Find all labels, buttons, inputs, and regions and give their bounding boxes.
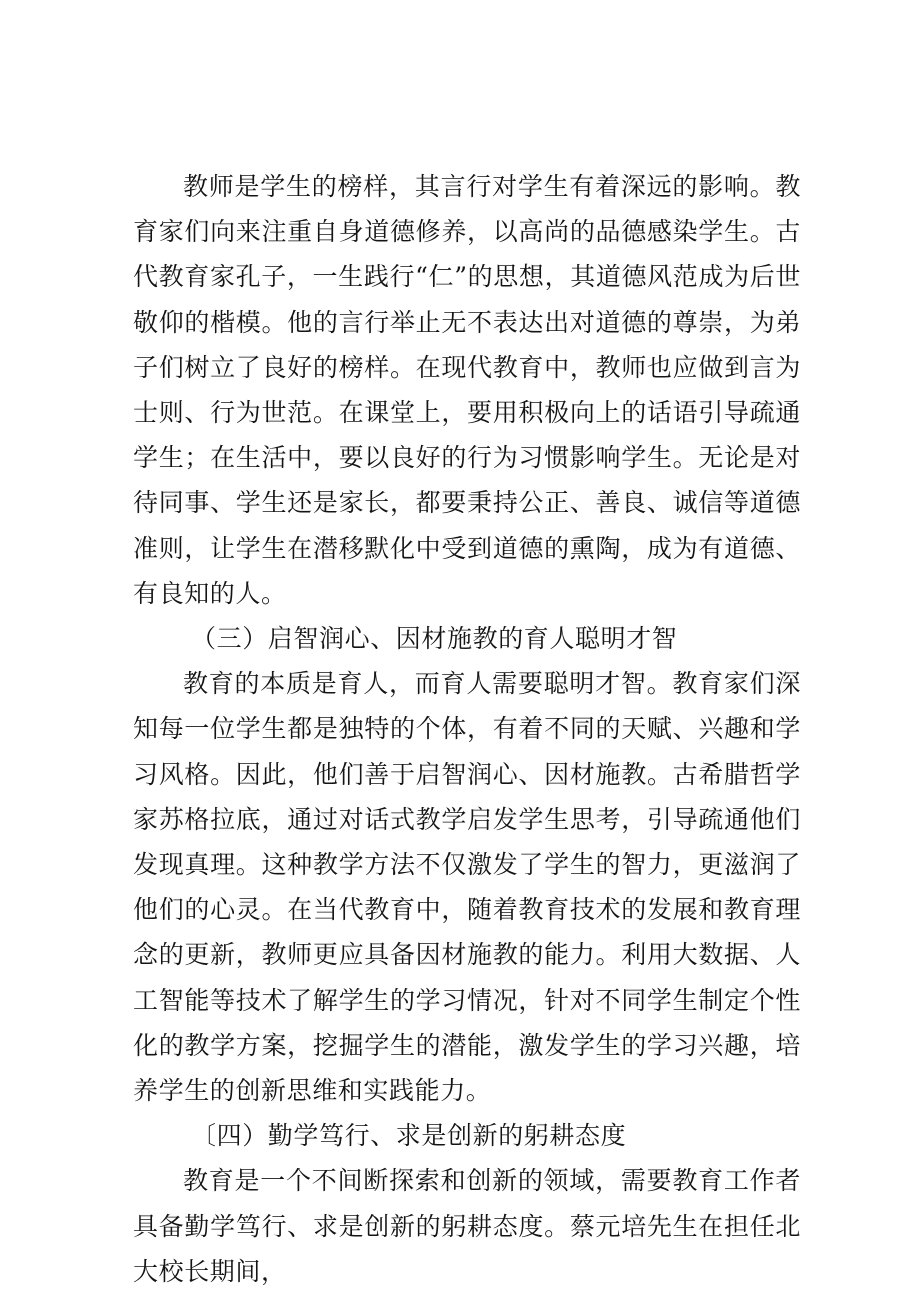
- paragraph-exploration-innovation: 教育是一个不间断探索和创新的领域，需要教育工作者具备勤学笃行、求是创新的躬耕态度。蔡元培先生在担任北大校长期间，: [133, 1166, 801, 1286]
- paragraph-teacher-role-model: 教师是学生的榜样，其言行对学生有着深远的影响。教育家们向来注重自身道德修养，以高尚的品德感染学生。古代教育家孔子，一生践行“仁”的思想，其道德风范成为后世敬仰的楷模。他的言行举止无不表达出对道德的尊崇，为弟子们树立了良好的榜样。在现代教育中，教师也应做到言为士则、行为世范。在课堂上，要用积极向上的话语引导疏通学生；在生活中，要以良好的行为习惯影响学生。无论是对待同事、学生还是家长，都要秉持公正、善良、诚信等道德准则，让学生在潜移默化中受到道德的熏陶，成为有道德、有良知的人。: [133, 172, 801, 608]
- document-body: [133, 164, 801, 1294]
- section-heading-four: 〔四）勤学笃行、求是创新的躬耕态度: [191, 1121, 627, 1151]
- section-heading-three: （三）启智润心、因材施教的育人聪明才智: [191, 624, 678, 654]
- paragraph-education-essence: 教育的本质是育人，而育人需要聪明才智。教育家们深知每一位学生都是独特的个体，有着不同的天赋、兴趣和学习风格。因此，他们善于启智润心、因材施教。古希腊哲学家苏格拉底，通过对话式教学启发学生思考，引导疏通他们发现真理。这种教学方法不仅激发了学生的智力，更滋润了他们的心灵。在当代教育中，随着教育技术的发展和教育理念的更新，教师更应具备因材施教的能力。利用大数据、人工智能等技术了解学生的学习情况，针对不同学生制定个性化的教学方案，挖掘学生的潜能，激发学生的学习兴趣，培养学生的创新思维和实践能力。: [133, 669, 801, 1106]
